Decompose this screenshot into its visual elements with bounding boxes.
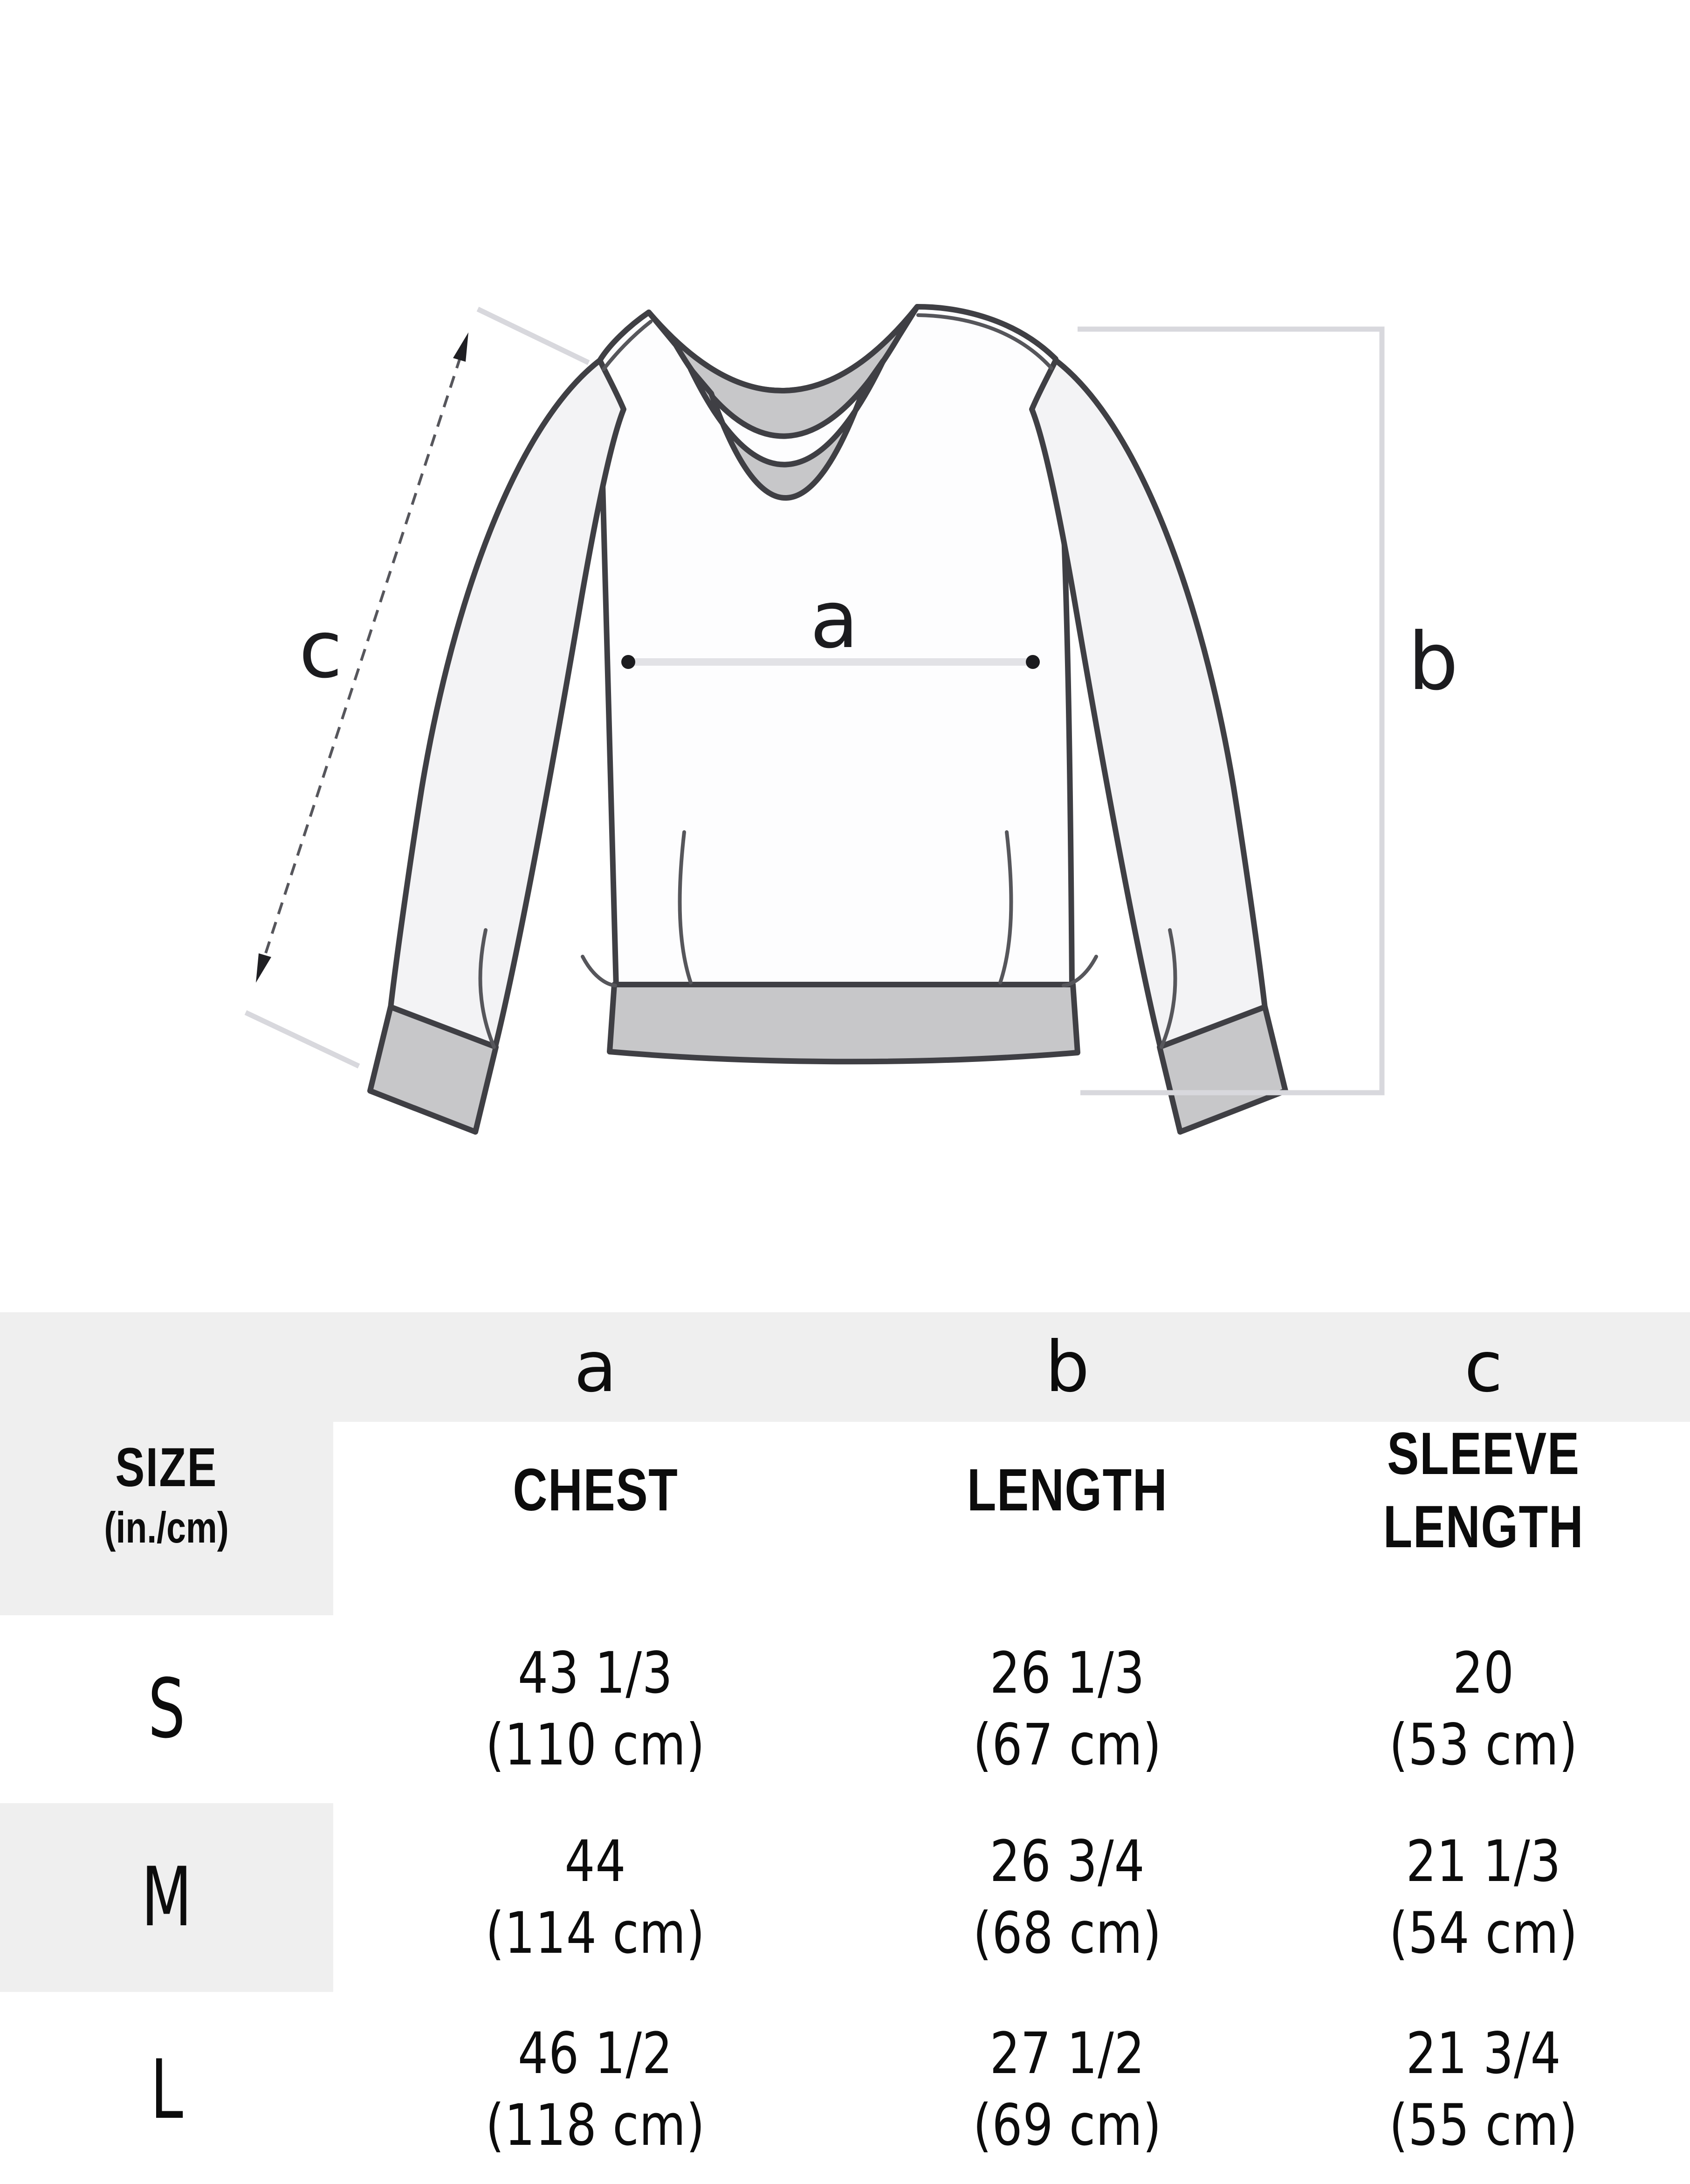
value-cm: (69 cm) xyxy=(973,2092,1162,2158)
row-s-chest xyxy=(333,1615,858,1803)
diagram-label-c: c xyxy=(299,604,343,696)
value-cm: (68 cm) xyxy=(973,1900,1162,1966)
value-in: 21 3/4 xyxy=(1406,2020,1561,2087)
col-letter-b: b xyxy=(858,1312,1277,1422)
header-sleeve-length xyxy=(1277,1422,1690,1615)
value-in: 27 1/2 xyxy=(989,2020,1145,2087)
row-l-size xyxy=(0,1992,333,2184)
hem-band xyxy=(610,985,1078,1061)
header-chest xyxy=(333,1422,858,1615)
table-corner xyxy=(0,1422,333,1615)
row-m-sleeve xyxy=(1277,1803,1690,1992)
measure-a-right-dot xyxy=(1026,655,1040,669)
header-chest-label: CHEST xyxy=(512,1457,679,1524)
row-l-chest xyxy=(333,1992,858,2184)
value-in: 26 3/4 xyxy=(989,1828,1145,1895)
value-in: 44 xyxy=(564,1828,626,1895)
value-cm: (55 cm) xyxy=(1389,2092,1578,2158)
measure-a-left-dot xyxy=(621,655,635,669)
row-m-length xyxy=(858,1803,1277,1992)
header-length xyxy=(858,1422,1277,1615)
value-cm: (118 cm) xyxy=(485,2092,706,2158)
row-l-sleeve xyxy=(1277,1992,1690,2184)
letter-band-corner xyxy=(0,1312,333,1422)
header-sleeve-length-label: SLEEVE LENGTH xyxy=(1383,1420,1584,1560)
row-s-sleeve xyxy=(1277,1615,1690,1803)
value-cm: (114 cm) xyxy=(485,1900,706,1966)
value-in: 43 1/3 xyxy=(518,1640,673,1706)
corner-subtitle: (in./cm) xyxy=(104,1503,229,1552)
left-underarm-fold xyxy=(583,957,615,985)
row-s-size xyxy=(0,1615,333,1803)
diagram-label-a: a xyxy=(810,574,859,666)
col-letter-a: a xyxy=(333,1312,858,1422)
measure-c-bottom-arrow xyxy=(256,953,271,983)
diagram-label-b: b xyxy=(1408,616,1458,708)
corner-title: SIZE xyxy=(115,1436,218,1498)
row-m-size xyxy=(0,1803,333,1992)
header-length-label: LENGTH xyxy=(967,1457,1168,1524)
size-label-l: L xyxy=(150,2042,183,2137)
row-s-length xyxy=(858,1615,1277,1803)
row-l-length xyxy=(858,1992,1277,2184)
row-m-chest xyxy=(333,1803,858,1992)
value-cm: (110 cm) xyxy=(485,1711,706,1778)
col-letter-c: c xyxy=(1277,1312,1690,1422)
value-cm: (54 cm) xyxy=(1389,1900,1578,1966)
value-in: 46 1/2 xyxy=(518,2020,673,2087)
value-in: 20 xyxy=(1452,1640,1515,1706)
value-in: 21 1/3 xyxy=(1406,1828,1561,1895)
value-cm: (53 cm) xyxy=(1389,1711,1578,1778)
size-label-s: S xyxy=(148,1662,185,1757)
size-table xyxy=(0,1312,1690,2184)
measure-c-top-arrow xyxy=(453,332,468,362)
size-label-m: M xyxy=(141,1850,192,1945)
value-cm: (67 cm) xyxy=(973,1711,1162,1778)
sweatshirt-garment xyxy=(370,307,1285,1132)
value-in: 26 1/3 xyxy=(989,1640,1145,1706)
